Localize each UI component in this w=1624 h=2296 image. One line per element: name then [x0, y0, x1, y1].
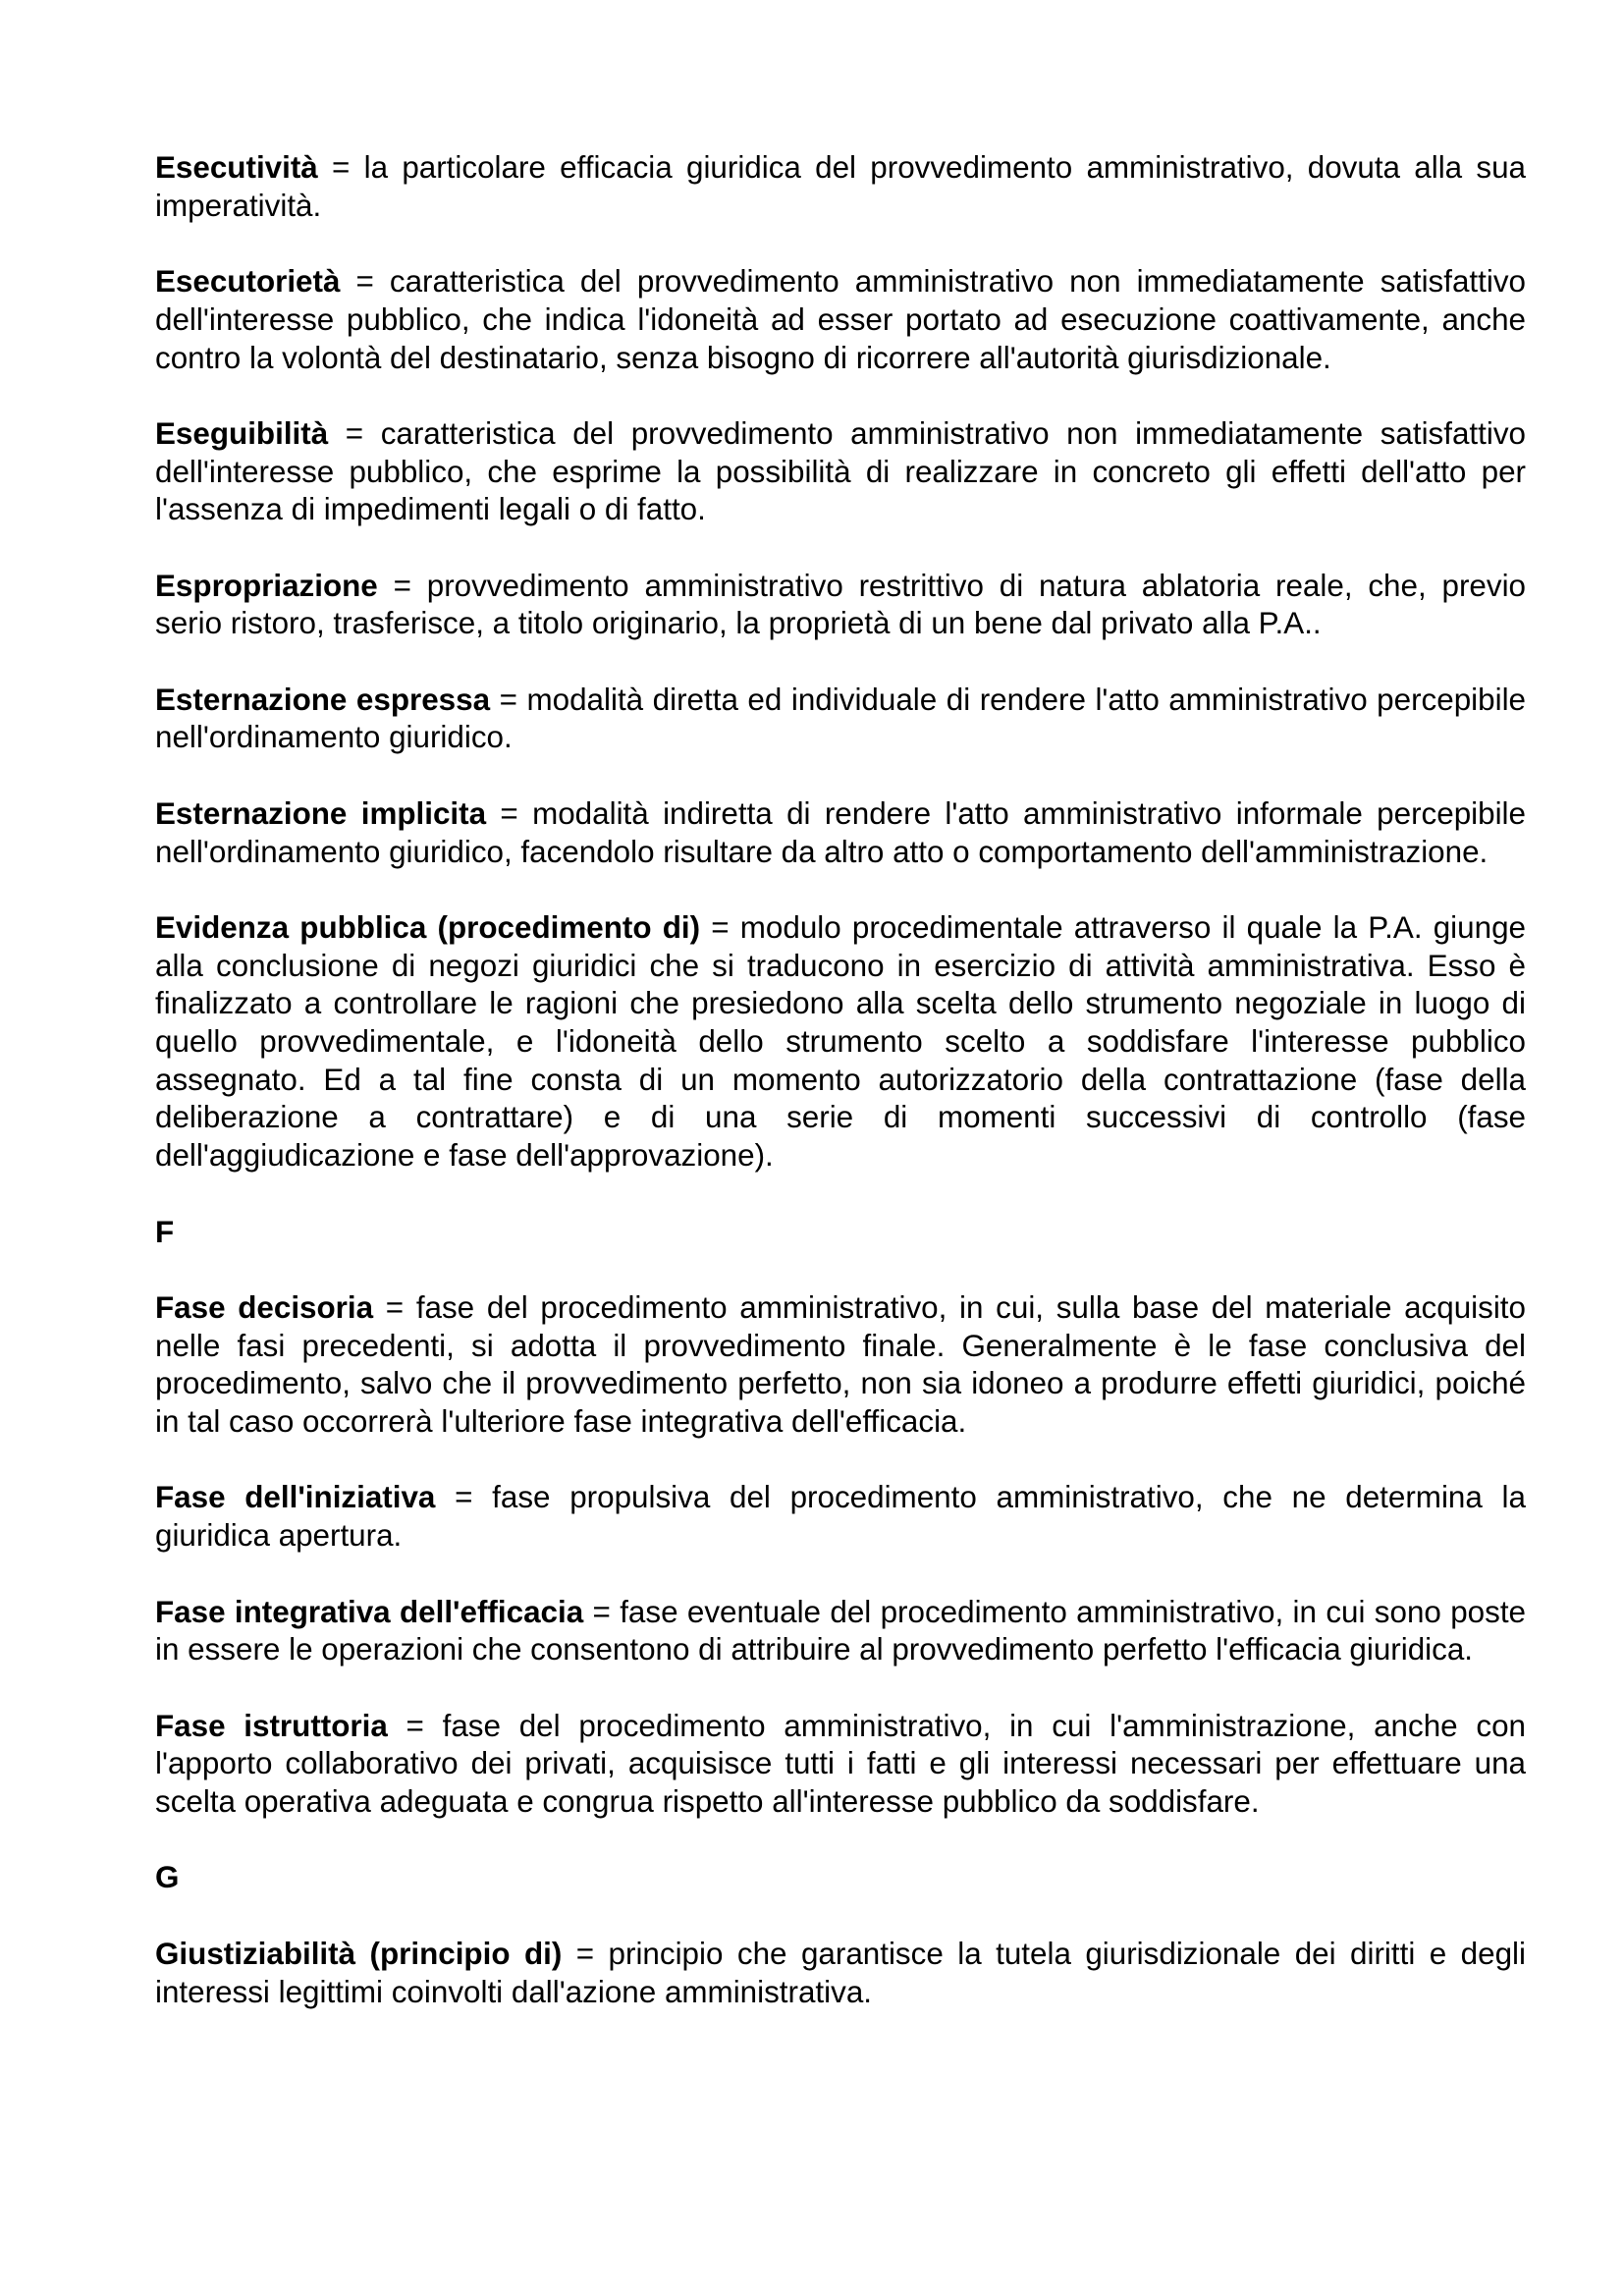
glossary-entry-fase-istruttoria	[155, 1708, 1526, 1822]
entry-separator: =	[373, 1289, 416, 1325]
entry-term: Esecutività	[155, 150, 318, 185]
glossary-entry-fase-integrativa	[155, 1594, 1526, 1669]
glossary-entry-espropriazione	[155, 568, 1526, 643]
entry-definition: la particolare efficacia giuridica del provvedimento amministrativo, dovuta alla sua imperatività.	[155, 150, 1526, 223]
entry-definition: fase del procedimento amministrativo, in cui, sulla base del materiale acquisito nelle fasi precedenti, si adotta il provvedimento finale. Generalmente è le fase conclusiva del procedimento, salvo che il provvedimento perfetto, non sia idoneo a produrre effetti giuridici, poiché in tal caso occorrerà l'ulteriore fase integrativa dell'efficacia.	[155, 1289, 1526, 1440]
glossary-entry-esecutivita	[155, 149, 1526, 225]
entry-separator: =	[317, 150, 364, 185]
entry-term: Evidenza pubblica (procedimento di)	[155, 909, 701, 945]
entry-term: Espropriazione	[155, 568, 378, 603]
entry-separator: =	[387, 1708, 443, 1743]
entry-definition: caratteristica del provvedimento amministrativo non immediatamente satisfattivo dell'interesse pubblico, che indica l'idoneità ad esser portato ad esecuzione coattivamente, anche contro la volontà del destinatario, senza bisogno di ricorrere all'autorità giurisdizionale.	[155, 264, 1526, 375]
section-letter-g: G	[155, 1860, 180, 1895]
glossary-entry-esternazione-espressa	[155, 682, 1526, 757]
glossary-entry-eseguibilita	[155, 415, 1526, 529]
entry-definition: fase eventuale del procedimento amministrativo, in cui sono poste in essere le operazioni che consentono di attribuire al provvedimento perfetto l'efficacia giuridica.	[155, 1594, 1527, 1667]
entry-definition: fase del procedimento amministrativo, in cui l'amministrazione, anche con l'apporto collaborativo dei privati, acquisisce tutti i fatti e gli interessi necessari per effettuare una scelta operativa adeguata e congrua rispetto all'interesse pubblico da soddisfare.	[155, 1708, 1526, 1820]
entry-term: Giustiziabilità (principio di)	[155, 1936, 563, 1971]
entry-term: Esternazione espressa	[155, 682, 491, 717]
glossary-page	[155, 149, 1526, 2050]
entry-definition: caratteristica del provvedimento amministrativo non immediatamente satisfattivo dell'interesse pubblico, che esprime la possibilità di realizzare in concreto gli effetti dell'atto per l'assenza di impedimenti legali o di fatto.	[155, 415, 1526, 527]
entry-separator: =	[486, 795, 533, 831]
entry-term: Fase istruttoria	[155, 1708, 388, 1743]
glossary-entry-evidenza-pubblica	[155, 909, 1526, 1175]
entry-definition: fase propulsiva del procedimento amministrativo, che ne determina la giuridica apertura.	[155, 1480, 1526, 1554]
entry-term: Eseguibilità	[155, 415, 329, 451]
glossary-entry-giustiziabilita	[155, 1936, 1526, 2011]
entry-term: Fase decisoria	[155, 1289, 374, 1325]
entry-definition: provvedimento amministrativo restrittivo di natura ablatoria reale, che, previo serio ristoro, trasferisce, a titolo originario, la proprietà di un bene dal privato alla P.A..	[155, 568, 1527, 641]
entry-definition: modulo procedimentale attraverso il quale la P.A. giunge alla conclusione di negozi giuridici che si traducono in esercizio di attività amministrativa. Esso è finalizzato a controllare le ragioni che presiedono alla scelta dello strumento negoziale in luogo di quello provvedimentale, e l'idoneità dello strumento scelto a soddisfare l'interesse pubblico assegnato. Ed a tal fine consta di un momento autorizzatorio della contrattazione (fase della deliberazione a contrattare) e di una serie di momenti successivi di controllo (fase dell'aggiudicazione e fase dell'approvazione).	[155, 909, 1526, 1174]
entry-separator: =	[328, 415, 381, 451]
entry-separator: =	[377, 568, 427, 603]
glossary-entry-fase-decisoria	[155, 1289, 1526, 1442]
entry-term: Esecutorietà	[155, 264, 341, 300]
entry-separator: =	[490, 682, 527, 717]
entry-term: Fase integrativa dell'efficacia	[155, 1594, 584, 1629]
entry-separator: =	[340, 264, 390, 300]
glossary-entry-fase-iniziativa	[155, 1479, 1526, 1555]
entry-definition: modalità indiretta di rendere l'atto amministrativo informale percepibile nell'ordinamento giuridico, facendolo risultare da altro atto o comportamento dell'amministrazione.	[155, 795, 1526, 869]
entry-definition: modalità diretta ed individuale di rendere l'atto amministrativo percepibile nell'ordinamento giuridico.	[155, 682, 1526, 755]
glossary-entry-esecutorieta	[155, 263, 1526, 377]
entry-separator: =	[583, 1594, 621, 1629]
entry-separator: =	[435, 1480, 493, 1515]
section-letter-f: F	[155, 1214, 175, 1249]
entry-term: Fase dell'iniziativa	[155, 1480, 436, 1515]
entry-term: Esternazione implicita	[155, 795, 487, 831]
glossary-entry-esternazione-implicita	[155, 795, 1526, 871]
entry-separator: =	[700, 909, 740, 945]
entry-definition: principio che garantisce la tutela giurisdizionale dei diritti e degli interessi legittimi coinvolti dall'azione amministrativa.	[155, 1936, 1526, 2009]
entry-separator: =	[562, 1936, 609, 1971]
